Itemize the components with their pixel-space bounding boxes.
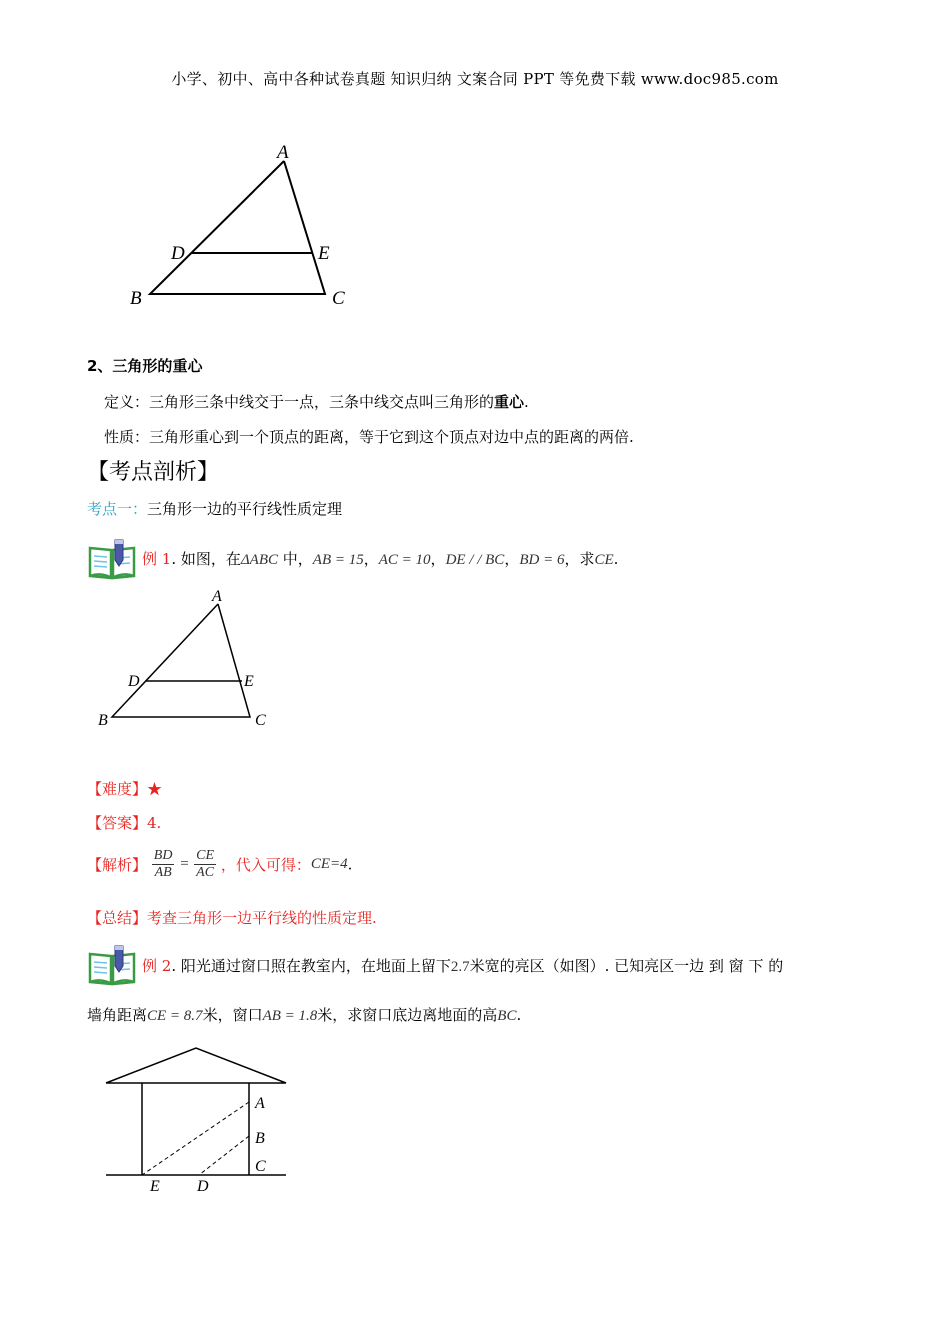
answer-row [87, 812, 161, 833]
fraction-ce-ac: $\frac{CE}{AC}$ [196, 848, 215, 880]
difficulty-star: ★ [147, 780, 163, 798]
property-text: 性质：三角形重心到一个顶点的距离，等于它到这个顶点对边中点的距离的两倍. [104, 428, 634, 446]
vertex-label-c: C [332, 288, 345, 309]
analysis-label: 【解析】 [87, 856, 148, 874]
vertex-label-d: D [128, 673, 140, 690]
example-1-label: 例 1 [142, 550, 172, 568]
summary-text: 考查三角形一边平行线的性质定理. [147, 909, 377, 927]
section-title: 2、三角形的重心 [87, 357, 203, 375]
fraction-bd-ab: $\frac{BD}{AB}$ [153, 848, 173, 880]
vertex-label-c: C [255, 712, 266, 729]
analysis-row: 【解析】 $\frac{BD}{AB}$ = $\frac{CE}{AC}$ ，代入可得：CE=4. [87, 848, 353, 880]
classroom-window-figure [100, 1042, 300, 1197]
analysis-section-title: 【考点剖析】 [87, 460, 220, 485]
example-2-label: 例 2 [142, 957, 172, 975]
point-label-d: D [197, 1178, 209, 1195]
key-point-1 [87, 498, 342, 519]
triangle-figure-2 [92, 585, 282, 730]
vertex-label-d: D [171, 243, 185, 264]
definition-term: 重心 [494, 393, 525, 411]
summary-label: 【总结】 [87, 909, 148, 927]
vertex-label-a: A [212, 588, 222, 605]
example-2-question-line-2: 墙角距离CE = 8.7米，窗口AB = 1.8米，求窗口底边离地面的高BC. [87, 1006, 522, 1024]
key-point-text: 三角形一边的平行线性质定理 [147, 500, 343, 518]
point-label-a: A [255, 1095, 265, 1112]
book-pencil-icon [87, 944, 137, 986]
page-header: 小学、初中、高中各种试卷真题 知识归纳 文案合同 PPT 等免费下载 www.doc985.com [171, 70, 779, 88]
key-point-label: 考点一： [87, 500, 148, 518]
vertex-label-a: A [277, 142, 289, 163]
answer-value: 4. [147, 814, 162, 832]
vertex-label-b: B [98, 712, 108, 729]
book-pencil-icon [87, 538, 137, 580]
summary-row [87, 907, 377, 928]
example-1-question: 例 1. 如图，在ΔABC 中，AB = 15，AC = 10，DE / / BC，BD = 6，求CE. [142, 550, 619, 568]
example-2-question-line-1: 例 2. 阳光通过窗口照在教室内，在地面上留下2.7米宽的亮区（如图）. 已知亮区一边 到 窗 下 的 [142, 957, 784, 975]
answer-label: 【答案】 [87, 814, 148, 832]
difficulty-label: 【难度】 [87, 780, 148, 798]
triangle-figure-1 [120, 140, 360, 315]
point-label-b: B [255, 1130, 265, 1147]
vertex-label-b: B [130, 288, 142, 309]
vertex-label-e: E [318, 243, 330, 264]
definition-text: 定义：三角形三条中线交于一点，三条中线交点叫三角形的重心. [104, 393, 529, 411]
analysis-result: CE=4 [310, 856, 348, 872]
point-label-c: C [255, 1158, 266, 1175]
point-label-e: E [150, 1178, 160, 1195]
difficulty-row [87, 778, 162, 799]
vertex-label-e: E [244, 673, 254, 690]
